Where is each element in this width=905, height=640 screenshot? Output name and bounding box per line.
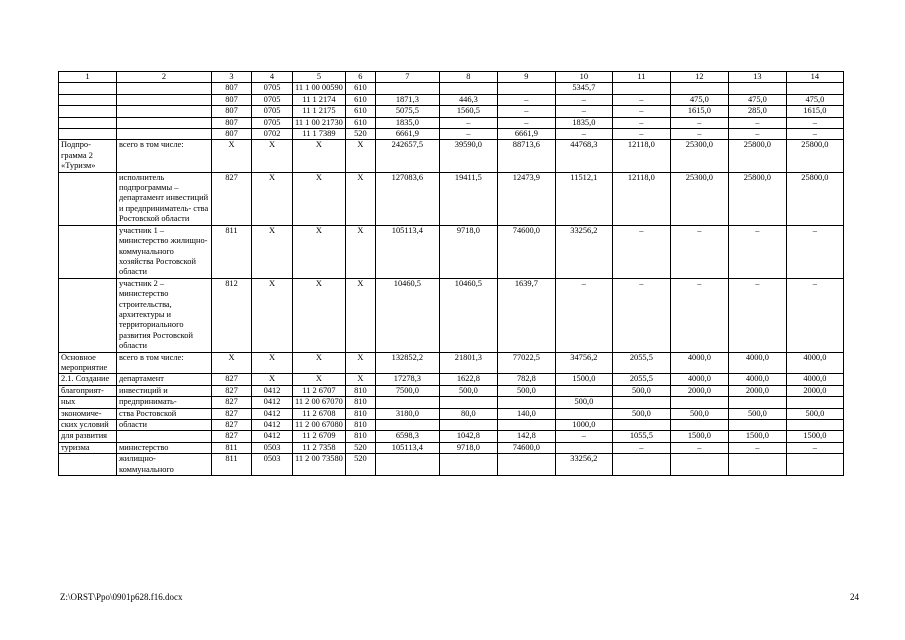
table-cell <box>439 454 497 476</box>
table-cell: 4000,0 <box>786 352 843 374</box>
row-label-cell: 2.1. Создание <box>59 374 117 385</box>
table-cell <box>670 397 728 408</box>
table-cell: 11 2 7358 <box>293 442 346 453</box>
table-cell: 4000,0 <box>786 374 843 385</box>
table-cell: – <box>670 129 728 140</box>
table-cell: – <box>497 94 555 105</box>
table-cell: 0705 <box>252 117 293 128</box>
table-cell: – <box>612 278 670 352</box>
table-cell: 77022,5 <box>497 352 555 374</box>
table-cell: – <box>786 117 843 128</box>
table-cell <box>497 420 555 431</box>
table-cell: 810 <box>345 385 375 396</box>
table-cell: 475,0 <box>670 94 728 105</box>
table-cell: 520 <box>345 442 375 453</box>
row-label-cell: инвестиций и <box>117 385 212 396</box>
table-cell <box>728 454 786 476</box>
row-label-cell: области <box>117 420 212 431</box>
table-cell: 11512,1 <box>555 172 612 225</box>
table-cell: 827 <box>212 172 252 225</box>
table-cell: 9718,0 <box>439 442 497 453</box>
row-label-cell: благоприят- <box>59 385 117 396</box>
table-cell: 610 <box>345 117 375 128</box>
table-cell: 33256,2 <box>555 454 612 476</box>
table-cell: 0412 <box>252 431 293 442</box>
table-cell: 1000,0 <box>555 420 612 431</box>
table-cell: 610 <box>345 106 375 117</box>
column-header: 5 <box>293 72 346 83</box>
row-label-cell <box>59 83 117 94</box>
table-cell: 520 <box>345 129 375 140</box>
table-cell: 1560,5 <box>439 106 497 117</box>
table-cell <box>612 454 670 476</box>
table-cell: 812 <box>212 278 252 352</box>
table-cell: 500,0 <box>786 408 843 419</box>
row-label-cell: ства Ростовской <box>117 408 212 419</box>
table-cell: 475,0 <box>786 94 843 105</box>
table-cell: 25800,0 <box>786 172 843 225</box>
table-cell: Х <box>252 140 293 172</box>
table-cell: 807 <box>212 83 252 94</box>
table-cell: Х <box>293 225 346 278</box>
table-cell <box>555 385 612 396</box>
table-cell: 12473,9 <box>497 172 555 225</box>
table-row <box>59 374 844 385</box>
table-cell: Х <box>345 140 375 172</box>
table-cell: – <box>670 225 728 278</box>
column-header: 9 <box>497 72 555 83</box>
table-cell: – <box>728 129 786 140</box>
table-cell: Х <box>293 172 346 225</box>
table-cell: 285,0 <box>728 106 786 117</box>
table-cell: 11 1 2175 <box>293 106 346 117</box>
table-cell: 25300,0 <box>670 172 728 225</box>
table-cell <box>728 397 786 408</box>
table-cell: 1639,7 <box>497 278 555 352</box>
table-cell: – <box>612 117 670 128</box>
table-cell: Х <box>212 140 252 172</box>
table-cell <box>439 397 497 408</box>
table-cell: Х <box>345 374 375 385</box>
table-cell: 11 2 00 67080 <box>293 420 346 431</box>
table-cell: Х <box>293 278 346 352</box>
table-cell: – <box>612 442 670 453</box>
table-cell: 810 <box>345 397 375 408</box>
table-cell: 827 <box>212 374 252 385</box>
table-cell: 2000,0 <box>670 385 728 396</box>
column-header: 3 <box>212 72 252 83</box>
table-cell: 12118,0 <box>612 172 670 225</box>
table-cell: 1871,3 <box>375 94 439 105</box>
table-cell: 0702 <box>252 129 293 140</box>
table-cell: – <box>670 117 728 128</box>
table-cell: 500,0 <box>439 385 497 396</box>
column-header: 8 <box>439 72 497 83</box>
table-row <box>59 94 844 105</box>
table-cell: – <box>555 129 612 140</box>
table-cell: 500,0 <box>612 408 670 419</box>
table-cell: – <box>555 106 612 117</box>
row-label-cell: ских условий <box>59 420 117 431</box>
table-cell: – <box>728 278 786 352</box>
table-cell: 0503 <box>252 454 293 476</box>
table-cell: – <box>786 129 843 140</box>
table-row <box>59 408 844 419</box>
row-label-cell: всего в том числе: <box>117 352 212 374</box>
table-cell: 0412 <box>252 420 293 431</box>
table-cell: 6661,9 <box>497 129 555 140</box>
table-cell: 4000,0 <box>728 352 786 374</box>
budget-table <box>58 71 844 476</box>
table-cell <box>728 420 786 431</box>
table-row <box>59 172 844 225</box>
table-cell <box>612 83 670 94</box>
table-cell: Х <box>345 278 375 352</box>
table-cell: 17278,3 <box>375 374 439 385</box>
header-row <box>59 72 844 83</box>
table-cell: – <box>786 278 843 352</box>
column-header: 4 <box>252 72 293 83</box>
row-label-cell: туризма <box>59 442 117 453</box>
table-cell: 782,8 <box>497 374 555 385</box>
table-cell: 1500,0 <box>786 431 843 442</box>
table-cell: 610 <box>345 83 375 94</box>
table-cell: 0412 <box>252 397 293 408</box>
table-row <box>59 420 844 431</box>
table-cell: 500,0 <box>728 408 786 419</box>
row-label-cell <box>117 129 212 140</box>
table-cell: 142,8 <box>497 431 555 442</box>
table-cell: 127083,6 <box>375 172 439 225</box>
row-label-cell <box>59 172 117 225</box>
table-cell: 11 2 00 73580 <box>293 454 346 476</box>
table-cell: 44768,3 <box>555 140 612 172</box>
row-label-cell <box>117 83 212 94</box>
table-cell: 500,0 <box>612 385 670 396</box>
table-cell: 11 1 00 21730 <box>293 117 346 128</box>
row-label-cell: участник 2 – министерство строительства, архитектуры и территориального развития Ростовской области <box>117 278 212 352</box>
table-cell: – <box>612 106 670 117</box>
table-cell: 1500,0 <box>670 431 728 442</box>
table-cell: 827 <box>212 397 252 408</box>
table-cell: 810 <box>345 420 375 431</box>
table-cell <box>670 454 728 476</box>
table-cell: 0705 <box>252 94 293 105</box>
table-cell: 807 <box>212 106 252 117</box>
table-cell: 1835,0 <box>555 117 612 128</box>
table-cell: 11 2 6707 <box>293 385 346 396</box>
table-cell: – <box>612 225 670 278</box>
row-label-cell <box>59 117 117 128</box>
table-cell <box>670 83 728 94</box>
table-cell: 80,0 <box>439 408 497 419</box>
table-cell: 2000,0 <box>728 385 786 396</box>
row-label-cell: всего в том числе: <box>117 140 212 172</box>
table-row <box>59 140 844 172</box>
row-label-cell: исполнитель подпрограммы – департамент инвестиций и предприниматель- ства Ростовской области <box>117 172 212 225</box>
table-cell: 0705 <box>252 83 293 94</box>
table-cell: 500,0 <box>497 385 555 396</box>
table-cell <box>439 420 497 431</box>
table-cell: 25800,0 <box>786 140 843 172</box>
table-cell: 2055,5 <box>612 352 670 374</box>
table-cell: 19411,5 <box>439 172 497 225</box>
table-cell: Х <box>252 278 293 352</box>
table-cell: 810 <box>345 408 375 419</box>
table-cell <box>728 83 786 94</box>
table-cell: 811 <box>212 225 252 278</box>
table-cell: – <box>612 129 670 140</box>
table-cell <box>612 397 670 408</box>
table-row <box>59 106 844 117</box>
table-cell: Х <box>293 352 346 374</box>
row-label-cell <box>59 278 117 352</box>
table-cell: – <box>728 117 786 128</box>
table-cell: 2000,0 <box>786 385 843 396</box>
table-cell: Х <box>252 374 293 385</box>
table-cell <box>375 397 439 408</box>
row-label-cell: участник 1 – министерство жилищно- коммунального хозяйства Ростовской области <box>117 225 212 278</box>
table-cell: 0412 <box>252 408 293 419</box>
table-row <box>59 278 844 352</box>
table-cell: – <box>612 94 670 105</box>
table-cell: 74600,0 <box>497 442 555 453</box>
table-cell: 827 <box>212 431 252 442</box>
column-header: 2 <box>117 72 212 83</box>
table-cell: 25800,0 <box>728 140 786 172</box>
page-number: 24 <box>850 592 859 602</box>
table-cell: 33256,2 <box>555 225 612 278</box>
table-cell: 39590,0 <box>439 140 497 172</box>
table-row <box>59 454 844 476</box>
table-cell: 11 1 2174 <box>293 94 346 105</box>
table-cell <box>497 397 555 408</box>
row-label-cell: экономиче- <box>59 408 117 419</box>
row-label-cell <box>117 94 212 105</box>
table-cell: 34756,2 <box>555 352 612 374</box>
table-cell: 5345,7 <box>555 83 612 94</box>
table-cell: 1615,0 <box>786 106 843 117</box>
table-cell: 1622,8 <box>439 374 497 385</box>
row-label-cell <box>59 106 117 117</box>
table-cell <box>439 83 497 94</box>
table-row <box>59 431 844 442</box>
table-cell: 1500,0 <box>555 374 612 385</box>
table-cell: 446,3 <box>439 94 497 105</box>
table-cell: 1500,0 <box>728 431 786 442</box>
table-cell <box>786 454 843 476</box>
table-cell: 74600,0 <box>497 225 555 278</box>
table-cell: – <box>670 442 728 453</box>
table-cell: 4000,0 <box>670 374 728 385</box>
document-path: Z:\ORST\Ppo\0901p628.f16.docx <box>60 592 183 602</box>
table-cell: 11 1 00 00590 <box>293 83 346 94</box>
column-header: 6 <box>345 72 375 83</box>
table-cell: Х <box>293 374 346 385</box>
table-cell: 827 <box>212 385 252 396</box>
table-cell: 811 <box>212 442 252 453</box>
table-cell: 610 <box>345 94 375 105</box>
table-cell <box>670 420 728 431</box>
table-cell: 4000,0 <box>670 352 728 374</box>
row-label-cell <box>59 454 117 476</box>
table-cell: 0503 <box>252 442 293 453</box>
table-cell: 105113,4 <box>375 442 439 453</box>
table-cell: 25300,0 <box>670 140 728 172</box>
table-cell: 6661,9 <box>375 129 439 140</box>
column-header: 14 <box>786 72 843 83</box>
row-label-cell <box>117 431 212 442</box>
column-header: 11 <box>612 72 670 83</box>
table-cell: 105113,4 <box>375 225 439 278</box>
row-label-cell: министерство <box>117 442 212 453</box>
table-row <box>59 83 844 94</box>
table-cell: 12118,0 <box>612 140 670 172</box>
table-row <box>59 117 844 128</box>
table-row <box>59 385 844 396</box>
table-cell: Х <box>345 352 375 374</box>
column-header: 10 <box>555 72 612 83</box>
row-label-cell: ных <box>59 397 117 408</box>
table-cell: 807 <box>212 94 252 105</box>
column-header: 1 <box>59 72 117 83</box>
row-label-cell <box>59 225 117 278</box>
table-cell: Х <box>345 225 375 278</box>
column-header: 7 <box>375 72 439 83</box>
table-cell: 520 <box>345 454 375 476</box>
table-cell: Х <box>212 352 252 374</box>
table-cell: Х <box>293 140 346 172</box>
table-cell: – <box>555 278 612 352</box>
table-row <box>59 129 844 140</box>
table-cell: 132852,2 <box>375 352 439 374</box>
table-cell <box>786 83 843 94</box>
table-cell: 0705 <box>252 106 293 117</box>
row-label-cell: Основное мероприятие <box>59 352 117 374</box>
table-cell: Х <box>345 172 375 225</box>
table-cell <box>375 420 439 431</box>
table-cell: – <box>497 106 555 117</box>
table-row <box>59 225 844 278</box>
table-cell: 810 <box>345 431 375 442</box>
table-cell <box>786 420 843 431</box>
table-cell: Х <box>252 172 293 225</box>
row-label-cell: жилищно- коммунального <box>117 454 212 476</box>
table-cell <box>497 454 555 476</box>
row-label-cell: Подпро- грамма 2 «Туризм» <box>59 140 117 172</box>
table-cell: 807 <box>212 129 252 140</box>
table-cell: – <box>555 431 612 442</box>
table-row <box>59 352 844 374</box>
table-cell <box>375 454 439 476</box>
table-cell <box>786 397 843 408</box>
table-cell <box>612 420 670 431</box>
table-cell: – <box>670 278 728 352</box>
table-cell: 11 2 6708 <box>293 408 346 419</box>
row-label-cell <box>117 117 212 128</box>
table-cell: 0412 <box>252 385 293 396</box>
table-row <box>59 442 844 453</box>
table-cell: 7500,0 <box>375 385 439 396</box>
table-cell: 9718,0 <box>439 225 497 278</box>
table-cell: 11 1 7389 <box>293 129 346 140</box>
row-label-cell <box>59 129 117 140</box>
table-cell: 10460,5 <box>439 278 497 352</box>
column-header: 13 <box>728 72 786 83</box>
table-cell: 4000,0 <box>728 374 786 385</box>
row-label-cell: департамент <box>117 374 212 385</box>
table-cell: 11 2 6709 <box>293 431 346 442</box>
table-cell: 21801,3 <box>439 352 497 374</box>
table-cell: – <box>786 225 843 278</box>
table-cell <box>555 442 612 453</box>
table-cell: Х <box>252 352 293 374</box>
row-label-cell: предпринимать- <box>117 397 212 408</box>
table-cell: – <box>728 225 786 278</box>
table-cell: 140,0 <box>497 408 555 419</box>
table-cell: 811 <box>212 454 252 476</box>
table-cell: – <box>728 442 786 453</box>
row-label-cell <box>117 106 212 117</box>
table-cell: 1055,5 <box>612 431 670 442</box>
table-cell: 807 <box>212 117 252 128</box>
table-cell: 500,0 <box>555 397 612 408</box>
table-cell: 3180,0 <box>375 408 439 419</box>
table-cell: – <box>786 442 843 453</box>
table-cell: 5075,5 <box>375 106 439 117</box>
column-header: 12 <box>670 72 728 83</box>
table-cell: 25800,0 <box>728 172 786 225</box>
table-cell: – <box>555 94 612 105</box>
table-cell: 10460,5 <box>375 278 439 352</box>
table-cell: 500,0 <box>670 408 728 419</box>
table-cell: Х <box>252 225 293 278</box>
table-cell: 1615,0 <box>670 106 728 117</box>
table-cell: – <box>497 117 555 128</box>
table-cell: – <box>439 129 497 140</box>
table-cell: 242657,5 <box>375 140 439 172</box>
table-cell: 827 <box>212 420 252 431</box>
table-cell: 6598,3 <box>375 431 439 442</box>
table-row <box>59 397 844 408</box>
table-cell: 1042,8 <box>439 431 497 442</box>
table-cell: – <box>439 117 497 128</box>
table-cell <box>555 408 612 419</box>
table-cell <box>375 83 439 94</box>
row-label-cell <box>59 94 117 105</box>
table-cell: 11 2 00 67070 <box>293 397 346 408</box>
table-cell: 88713,6 <box>497 140 555 172</box>
table-cell: 1835,0 <box>375 117 439 128</box>
table-cell: 475,0 <box>728 94 786 105</box>
row-label-cell: для развития <box>59 431 117 442</box>
table-cell: 827 <box>212 408 252 419</box>
table-cell: 2055,5 <box>612 374 670 385</box>
table-cell <box>497 83 555 94</box>
